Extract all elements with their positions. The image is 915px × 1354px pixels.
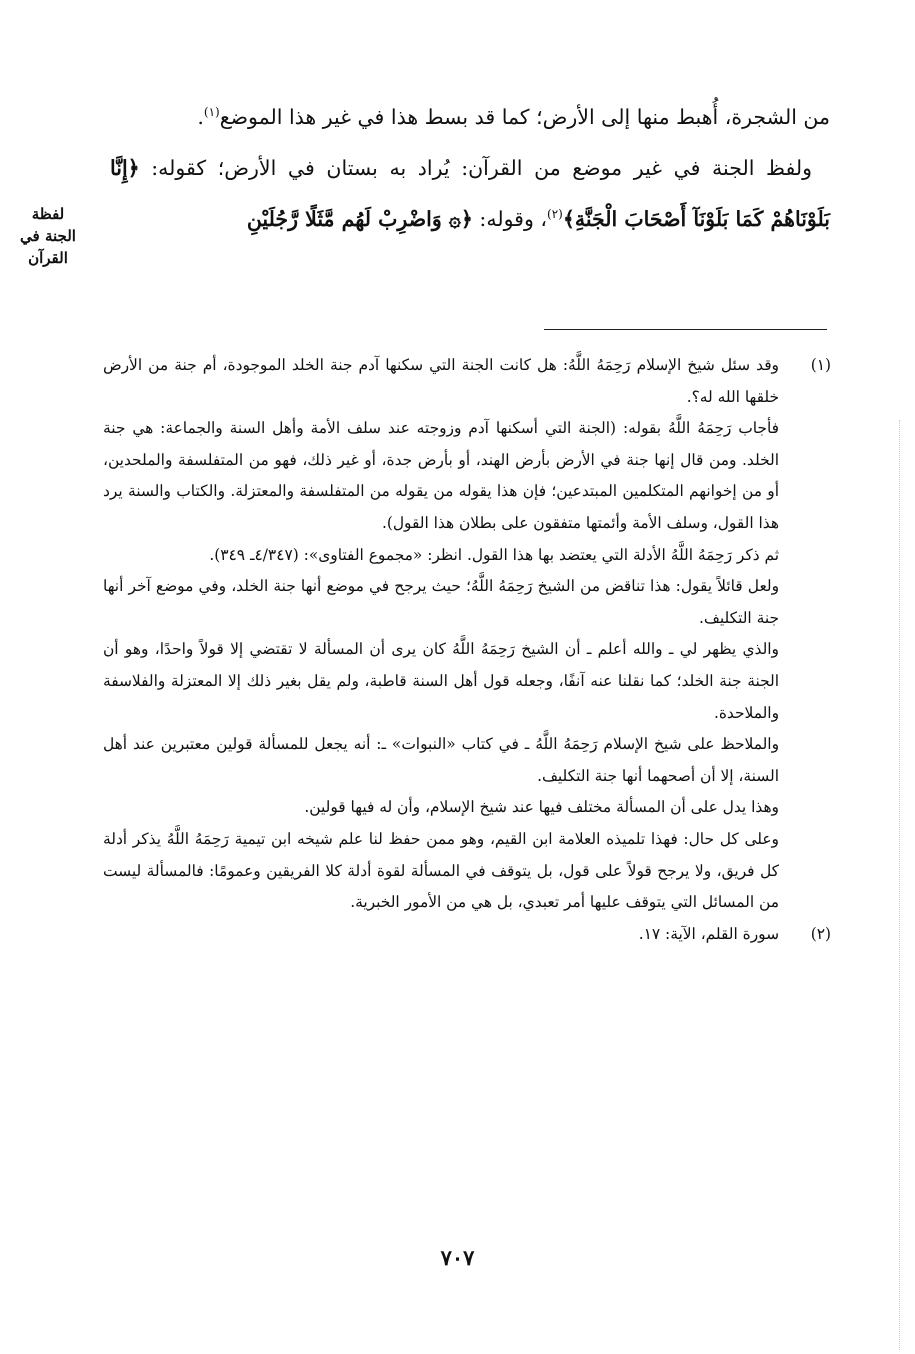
footnote-separator (544, 329, 827, 330)
margin-heading-line-2: الجنة في القرآن (20, 227, 76, 267)
footnote-1-paragraph: ولعل قائلاً يقول: هذا تناقض من الشيخ رَحِمَهُ اللَّهُ؛ حيث يرجح في موضع أنها جنة الخلد، وفي موضع آخر أنها جنة التكليف. (103, 577, 779, 627)
footnote-1-paragraph: وقد سئل شيخ الإسلام رَحِمَهُ اللَّهُ: هل كانت الجنة التي سكنها آدم جنة الخلد الموجودة، أم جنة من الأرض خلقها الله له؟. (103, 356, 779, 406)
footnote-1 (103, 350, 831, 413)
main-paragraph-1 (110, 92, 830, 143)
margin-heading-line-1: لفظة (31, 205, 65, 223)
footnote-1-paragraph: والذي يظهر لي ـ والله أعلم ـ أن الشيخ رَحِمَهُ اللَّهُ كان يرى أن المسألة لا تقتضي إلا قولاً واحدًا، وهو أن الجنة جنة الخلد؛ كما نقلنا عنه آنفًا، وجعله قول أهل السنة قاطبة، ولم يقل بغير ذلك إلا المعتزلة والفلاسفة والملاحدة. (103, 640, 779, 722)
footnotes (103, 350, 831, 950)
footnote-ref-2[interactable]: (٢) (547, 207, 563, 222)
footnote-1-paragraph: والملاحظ على شيخ الإسلام رَحِمَهُ اللَّهُ ـ في كتاب «النبوات» ـ: أنه يجعل للمسألة قولين معتبرين عند أهل السنة، إلا أن أصحهما أنها جنة التكليف. (103, 735, 779, 785)
main-paragraph-2-text: ولفظ الجنة في غير موضع من القرآن: يُراد به بستان في الأرض؛ كقوله: (139, 156, 812, 180)
footnote-1-paragraph: وعلى كل حال: فهذا تلميذه العلامة ابن القيم، وهو ممن حفظ لنا علم شيخه ابن تيمية رَحِمَهُ اللَّهُ يذكر أدلة كل فريق، ولا يرجح قولاً على قول، بل يتوقف في المسألة لقوة أدلة كلا الفريقين وعمومًا: فالمسألة ليست من المسائل التي يتوقف عليها أمر تعبدي، بل هي من الأمور الخبرية. (103, 829, 779, 912)
footnote-1-continuation (103, 413, 831, 919)
footnote-1-paragraph: ثم ذكر رَحِمَهُ اللَّهُ الأدلة التي يعتضد بها هذا القول. انظر: «مجموع الفتاوى»: (٤/٣٤٧ـ ٣٤٩). (209, 545, 779, 564)
main-paragraph-1-end: . (197, 105, 204, 129)
footnote-2 (103, 919, 831, 951)
footnote-1-paragraph: وهذا يدل على أن المسألة مختلف فيها عند شيخ الإسلام، وأن له فيها قولين. (304, 798, 779, 817)
page-number: ٧٠٧ (440, 1245, 475, 1270)
footnote-ref-1[interactable]: (١) (203, 105, 220, 120)
margin-heading (14, 203, 82, 269)
scan-edge-line (899, 420, 900, 1350)
quran-quote-1: ﴿إِنَّا بَلَوْنَاهُمْ كَمَا بَلَوْنَآ أَصْحَابَ الْجَنَّةِ﴾ (110, 156, 830, 231)
main-paragraph-1-text: من الشجرة، أُهبط منها إلى الأرض؛ كما قد بسط هذا في غير هذا الموضع (219, 105, 830, 129)
main-paragraph-2 (110, 143, 830, 245)
main-paragraph-2-mid: ، وقوله: (472, 207, 547, 231)
footnote-2-number: (٢) (810, 924, 831, 943)
footnote-2-text: سورة القلم، الآية: ١٧. (638, 924, 779, 943)
main-text (110, 92, 830, 245)
footnote-1-number: (١) (810, 356, 831, 374)
quran-quote-2: ﴿۞ وَاضْرِبْ لَهُم مَّثَلًا رَّجُلَيْنِ (246, 207, 473, 231)
footnote-1-paragraph: فأجاب رَحِمَهُ اللَّهُ بقوله: (الجنة التي أسكنها آدم وزوجته عند سلف الأمة وأهل السنة والجماعة: هي جنة الخلد. ومن قال إنها جنة في الأرض بأرض الهند، أو بأرض جدة، أو غير ذلك، فهو من المتفلسفة والملحدين، أو من إخوانهم المتكلمين المبتدعين؛ فإن هذا يقوله من يقوله من المتفلسفة والمعتزلة. والكتاب والسنة يرد هذا القول، وسلف الأمة وأئمتها متفقون على بطلان هذا القول). (103, 419, 779, 532)
